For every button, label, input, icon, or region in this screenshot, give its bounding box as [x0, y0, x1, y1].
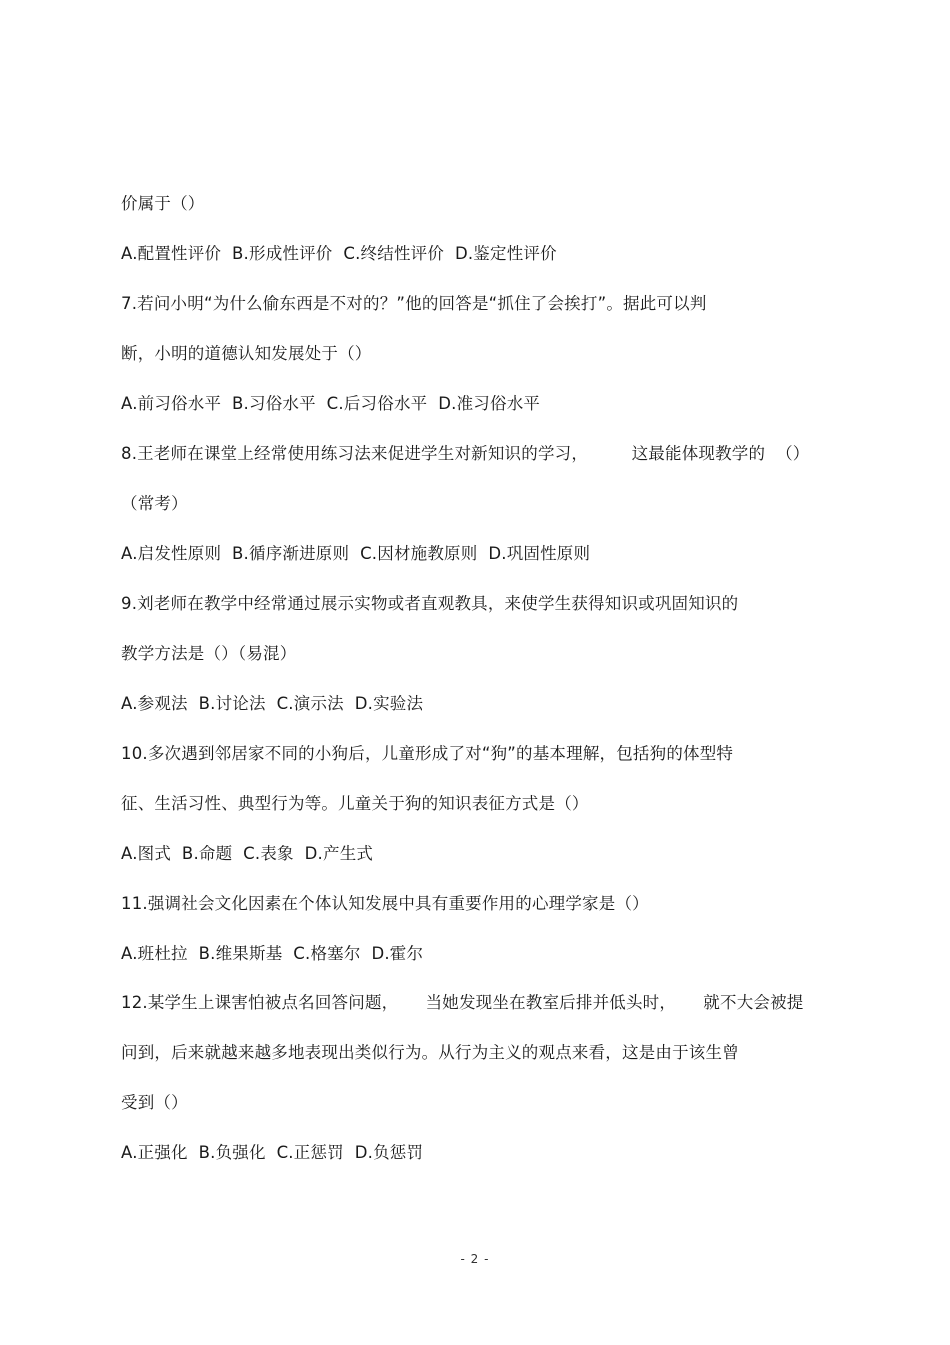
text-line-question-6-cont: 价属于（） [121, 194, 205, 213]
text-line-question-11: 11.强调社会文化因素在个体认知发展中具有重要作用的心理学家是（） [121, 894, 649, 913]
text-line-options-12: A.正强化 B.负强化 C.正惩罚 D.负惩罚 [121, 1143, 424, 1162]
text-line-question-10: 10.多次遇到邻居家不同的小狗后，儿童形成了对“狗”的基本理解，包括狗的体型特 [121, 744, 734, 763]
text-line-question-12: 12.某学生上课害怕被点名回答问题， 当她发现坐在教室后排并低头时， 就不大会被提 [121, 993, 804, 1012]
page-number: - 2 - [460, 1252, 490, 1266]
text-line-options-7: A.前习俗水平 B.习俗水平 C.后习俗水平 D.准习俗水平 [121, 394, 541, 413]
text-line-question-10-cont: 征、生活习性、典型行为等。儿童关于狗的知识表征方式是（） [121, 794, 589, 813]
text-line-question-7: 7.若问小明“为什么偷东西是不对的？”他的回答是“抓住了会挨打”。据此可以判 [121, 294, 707, 313]
text-line-options-6: A.配置性评价 B.形成性评价 C.终结性评价 D.鉴定性评价 [121, 244, 557, 263]
text-line-options-10: A.图式 B.命题 C.表象 D.产生式 [121, 844, 374, 863]
text-line-question-8-note: （常考） [121, 494, 188, 513]
text-line-question-7-cont: 断，小明的道德认知发展处于（） [121, 344, 372, 363]
text-line-question-12-end: 受到（） [121, 1093, 188, 1112]
text-line-options-8: A.启发性原则 B.循序渐进原则 C.因材施教原则 D.巩固性原则 [121, 544, 591, 563]
text-line-options-11: A.班杜拉 B.维果斯基 C.格塞尔 D.霍尔 [121, 944, 424, 963]
text-line-options-9: A.参观法 B.讨论法 C.演示法 D.实验法 [121, 694, 424, 713]
text-line-question-9-cont: 教学方法是（）（易混） [121, 644, 297, 663]
text-line-question-12-cont: 问到，后来就越来越多地表现出类似行为。从行为主义的观点来看，这是由于该生曾 [121, 1043, 739, 1062]
text-line-question-8: 8.王老师在课堂上经常使用练习法来促进学生对新知识的学习， 这最能体现教学的 （） [121, 444, 810, 463]
text-line-question-9: 9.刘老师在教学中经常通过展示实物或者直观教具，来使学生获得知识或巩固知识的 [121, 594, 739, 613]
